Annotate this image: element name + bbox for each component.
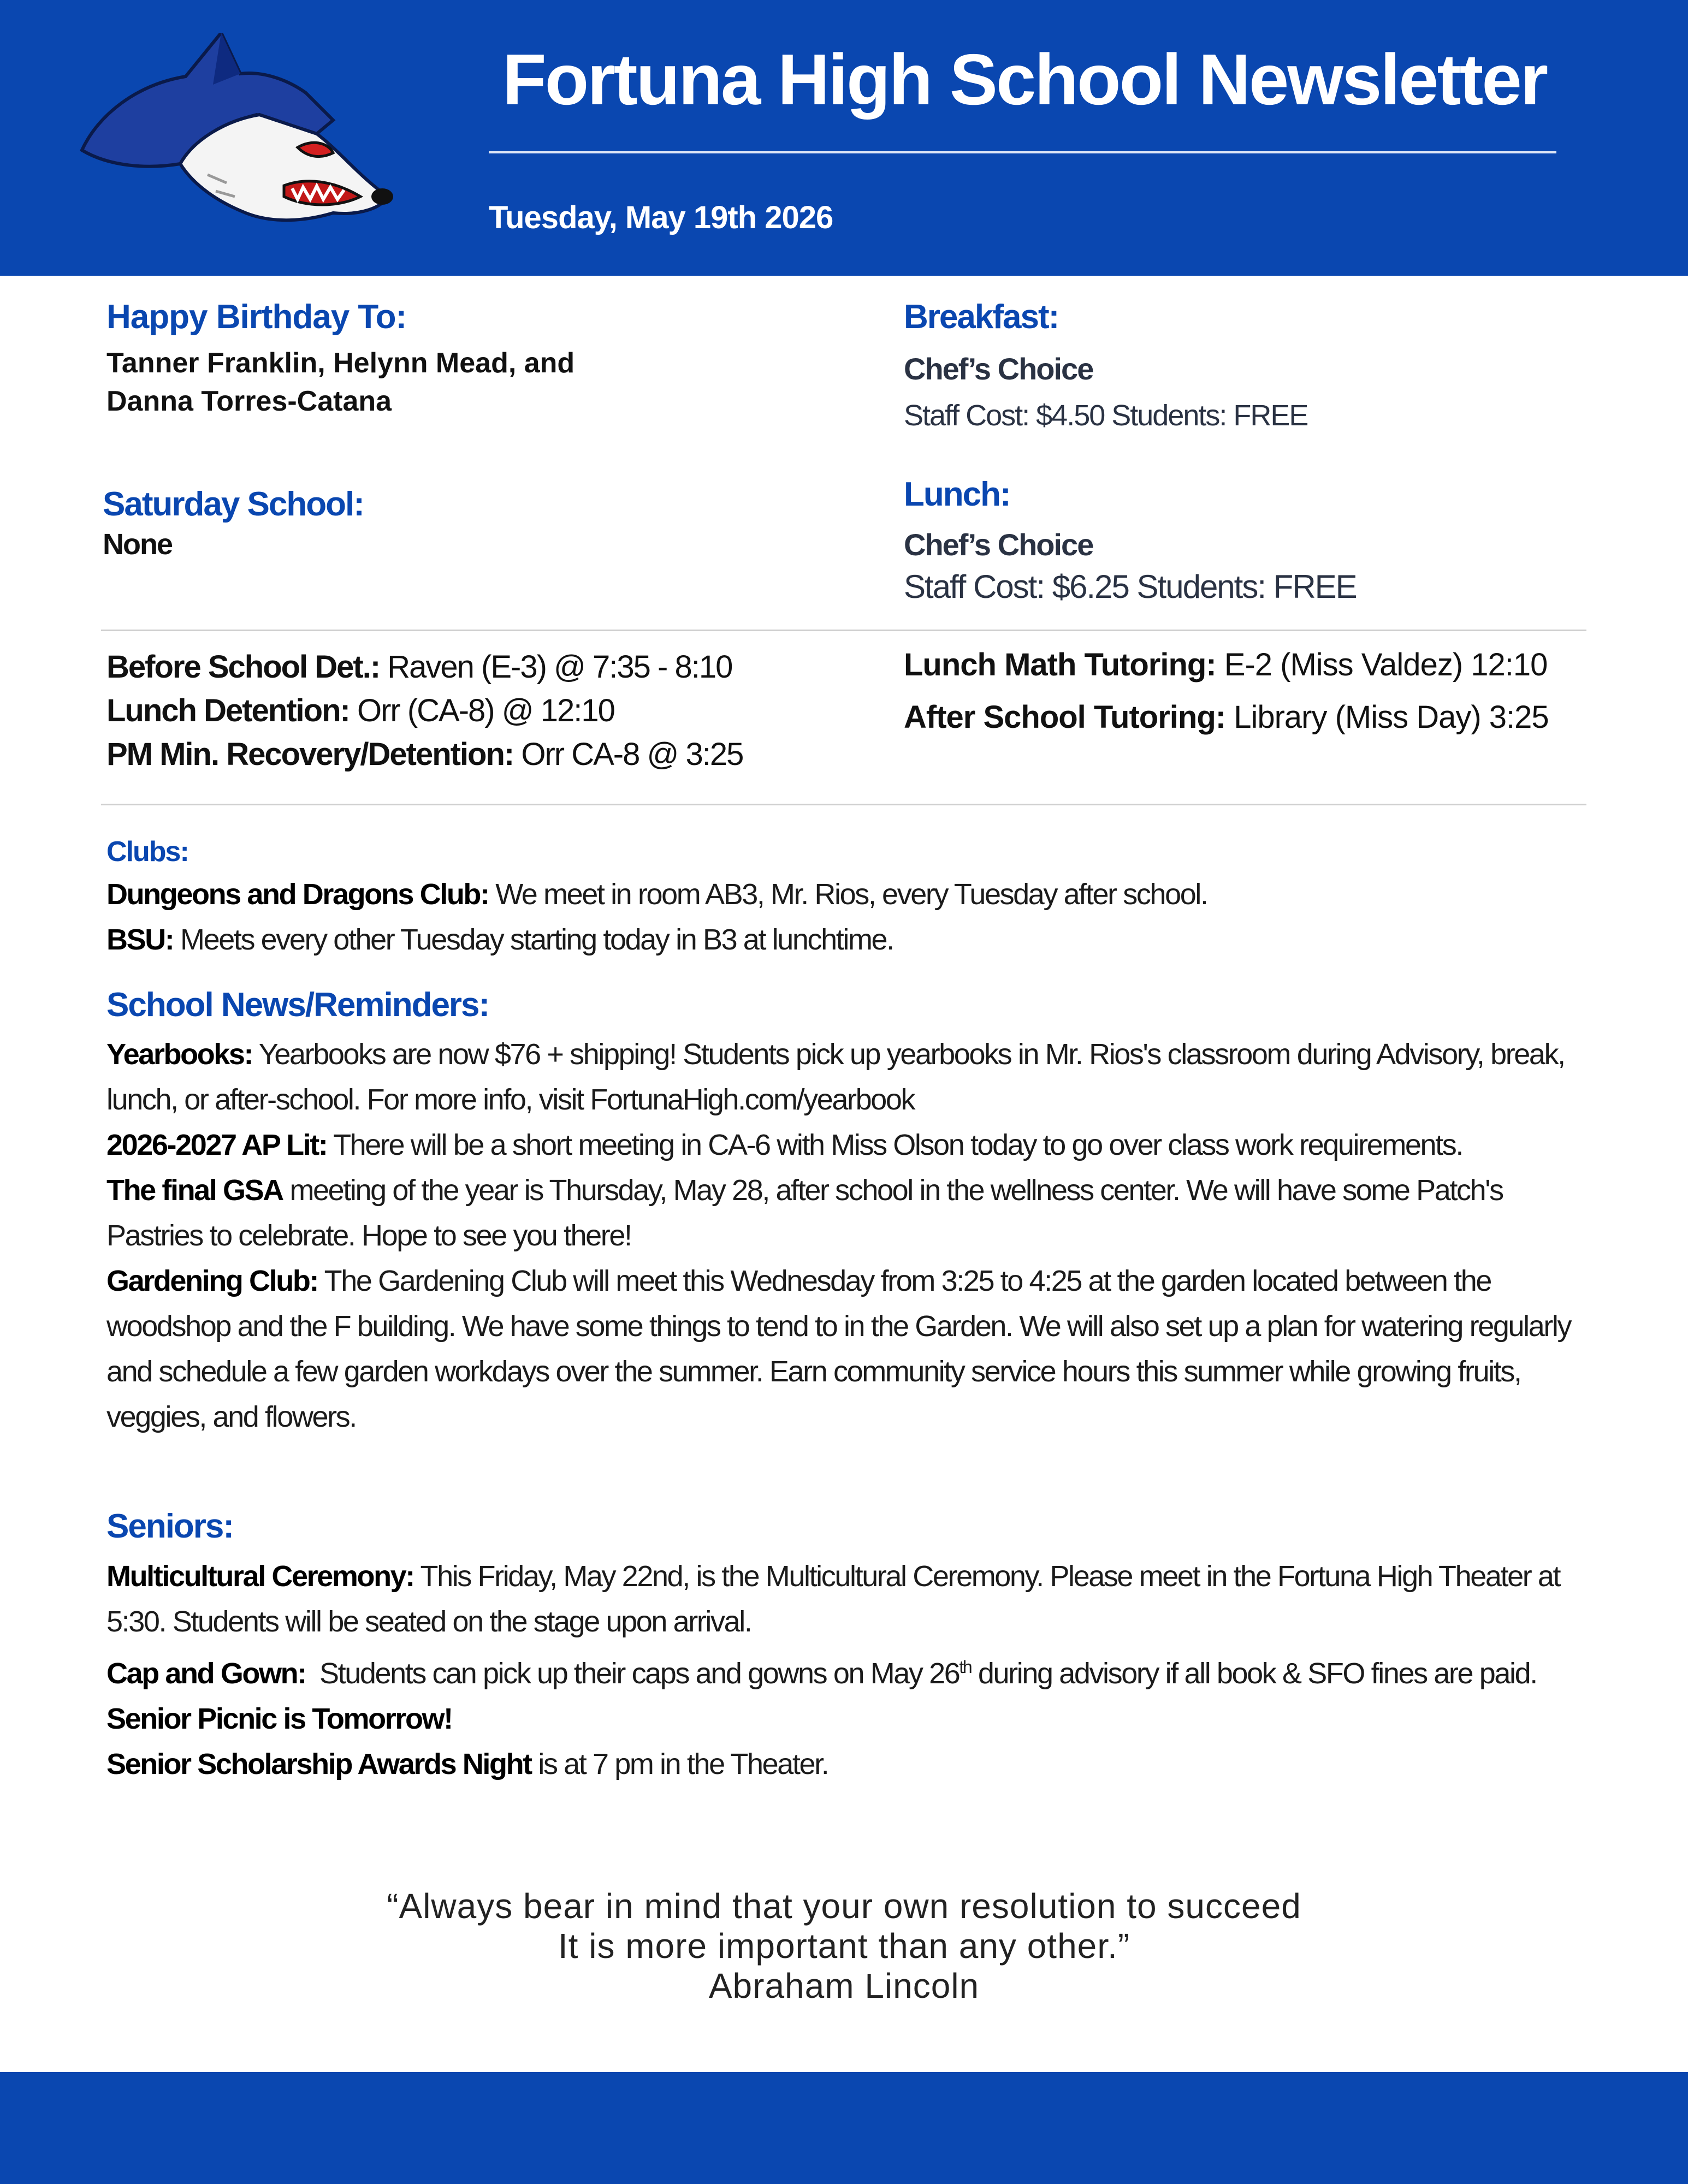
- school-news-list: [106, 1032, 1586, 1440]
- newsletter-footer: [0, 2072, 1688, 2184]
- senior-text: during advisory if all book & SFO fines are paid.: [971, 1657, 1537, 1690]
- husky-mascot-icon: [76, 33, 393, 229]
- news-label: Yearbooks:: [106, 1038, 253, 1071]
- news-text: meeting of the year is Thursday, May 28, after school in the wellness center. We will have some Patch's Pastries to celebrate. Hope to see you there!: [106, 1174, 1503, 1252]
- ordinal-suffix: th: [959, 1657, 972, 1677]
- senior-item-cap-gown: [106, 1645, 1592, 1696]
- quote-author: Abraham Lincoln: [708, 1966, 980, 2005]
- senior-item-scholarship: [106, 1742, 1592, 1787]
- detention-list: [106, 645, 743, 776]
- closing-quote: [0, 1886, 1688, 2006]
- senior-text: Students can pick up their caps and gowns on May 26: [305, 1657, 960, 1690]
- detention-label: Lunch Detention:: [106, 693, 350, 728]
- detention-line-before-school: [106, 645, 743, 689]
- senior-label: Senior Scholarship Awards Night: [106, 1748, 531, 1781]
- senior-text: This Friday, May 22nd, is the Multicultural Ceremony. Please meet in the Fortuna High Theater at 5:30. Students will be seated on the stage upon arrival.: [106, 1560, 1560, 1638]
- senior-label: Senior Picnic is Tomorrow!: [106, 1702, 452, 1735]
- lunch-cost: Staff Cost: $6.25 Students: FREE: [904, 568, 1357, 605]
- news-text: Yearbooks are now $76 + shipping! Students pick up yearbooks in Mr. Rios's classroom during Advisory, break, lunch, or after-school. For more info, visit FortunaHigh.com/yearbook: [106, 1038, 1565, 1116]
- club-item-bsu: [106, 917, 1592, 963]
- clubs-heading: Clubs:: [106, 836, 188, 868]
- newsletter-title: Fortuna High School Newsletter: [502, 39, 1547, 120]
- detention-line-pm: [106, 733, 743, 776]
- news-item-gardening: [106, 1259, 1586, 1440]
- breakfast-heading: Breakfast:: [904, 298, 1059, 336]
- detention-line-lunch: [106, 689, 743, 733]
- school-news-heading: School News/Reminders:: [106, 986, 489, 1024]
- senior-label: Cap and Gown:: [106, 1657, 306, 1690]
- club-text: Meets every other Tuesday starting today in B3 at lunchtime.: [173, 923, 893, 956]
- tutoring-list: [904, 639, 1549, 744]
- title-divider: [489, 151, 1556, 153]
- news-item-yearbooks: [106, 1032, 1586, 1123]
- saturday-school-value: None: [103, 528, 172, 561]
- news-text: The Gardening Club will meet this Wednesday from 3:25 to 4:25 at the garden located between the woodshop and the F building. We have some things to tend to in the Garden. We will also set up a plan for watering regularly and schedule a few garden workdays over the summer. Earn community service hours this summer while growing fruits, veggies, and flowers.: [106, 1265, 1571, 1433]
- tutoring-value: Library (Miss Day) 3:25: [1225, 699, 1549, 735]
- senior-item-picnic: [106, 1696, 1592, 1742]
- birthday-names-line: Tanner Franklin, Helynn Mead, and: [106, 347, 575, 379]
- breakfast-item: Chef’s Choice: [904, 352, 1093, 386]
- newsletter-date: Tuesday, May 19th 2026: [489, 200, 833, 235]
- seniors-heading: Seniors:: [106, 1508, 234, 1545]
- tutoring-label: After School Tutoring:: [904, 699, 1226, 735]
- newsletter-header: [0, 0, 1688, 276]
- senior-label: Multicultural Ceremony:: [106, 1560, 414, 1593]
- birthday-names-line: Danna Torres-Catana: [106, 385, 392, 417]
- tutoring-line-lunch-math: [904, 639, 1549, 691]
- tutoring-label: Lunch Math Tutoring:: [904, 647, 1216, 682]
- tutoring-value: E-2 (Miss Valdez) 12:10: [1216, 647, 1548, 682]
- detention-value: Raven (E-3) @ 7:35 - 8:10: [380, 649, 732, 685]
- detention-value: Orr (CA-8) @ 12:10: [349, 693, 614, 728]
- news-label: The final GSA: [106, 1174, 283, 1207]
- news-label: Gardening Club:: [106, 1265, 318, 1297]
- news-item-gsa: [106, 1168, 1586, 1259]
- news-item-ap-lit: [106, 1123, 1586, 1168]
- club-label: BSU:: [106, 923, 174, 956]
- breakfast-cost: Staff Cost: $4.50 Students: FREE: [904, 399, 1308, 432]
- news-text: There will be a short meeting in CA-6 with Miss Olson today to go over class work requirements.: [327, 1129, 1462, 1161]
- seniors-list: [106, 1554, 1592, 1787]
- birthday-names: [106, 344, 574, 420]
- detention-value: Orr CA-8 @ 3:25: [513, 737, 743, 772]
- section-divider: [101, 630, 1586, 631]
- club-item-dnd: [106, 872, 1592, 917]
- section-divider: [101, 804, 1586, 805]
- club-text: We meet in room AB3, Mr. Rios, every Tuesday after school.: [488, 878, 1207, 911]
- quote-line: It is more important than any other.”: [558, 1926, 1130, 1966]
- news-label: 2026-2027 AP Lit:: [106, 1129, 327, 1161]
- birthday-heading: Happy Birthday To:: [106, 298, 407, 336]
- club-label: Dungeons and Dragons Club:: [106, 878, 489, 911]
- clubs-list: [106, 872, 1592, 963]
- detention-label: Before School Det.:: [106, 649, 380, 685]
- quote-line: “Always bear in mind that your own resolution to succeed: [387, 1886, 1301, 1926]
- detention-label: PM Min. Recovery/Detention:: [106, 737, 514, 772]
- saturday-school-heading: Saturday School:: [103, 485, 364, 523]
- senior-item-multicultural: [106, 1554, 1592, 1645]
- lunch-item: Chef’s Choice: [904, 527, 1093, 562]
- lunch-heading: Lunch:: [904, 476, 1010, 513]
- senior-text: is at 7 pm in the Theater.: [531, 1748, 828, 1781]
- tutoring-line-after-school: [904, 691, 1549, 744]
